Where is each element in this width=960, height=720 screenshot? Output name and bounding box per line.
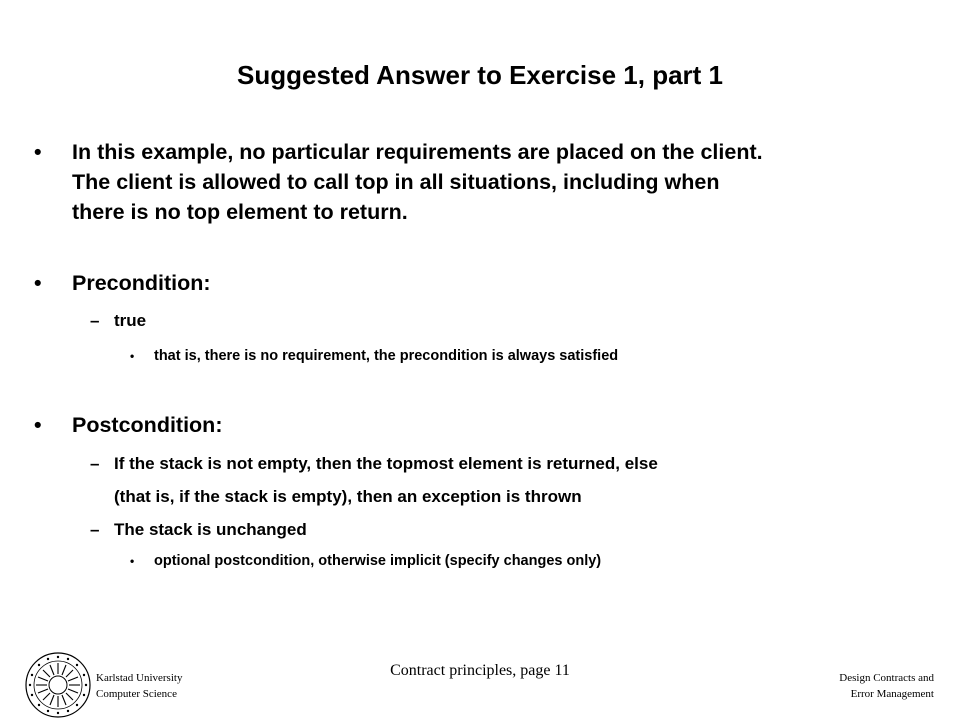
bullet-intro-line-1: In this example, no particular requirements are placed on the client. [72,140,763,164]
precondition-note-text: that is, there is no requirement, the precondition is always satisfied [154,348,619,364]
bullet-precondition [34,268,902,298]
precondition-item [90,304,904,337]
bullet-intro-line-2: The client is allowed to call top in all situations, including when [72,170,720,194]
bullet-postcondition [34,410,902,440]
bullet-marker: • [130,554,135,568]
precondition-note [130,346,914,366]
footer-page-label: Contract principles, page 11 [390,662,570,679]
footer-department: Computer Science [96,688,177,700]
bullet-marker: • [34,140,42,164]
footer-course [839,670,934,702]
postcondition-note [130,551,914,571]
precondition-true: true [114,311,147,330]
footer-course-line-2: Error Management [850,688,934,700]
bullet-marker: • [34,413,42,437]
postcondition-return-line-1: If the stack is not empty, then the topmost element is returned, else [114,454,658,473]
footer-university: Karlstad University [96,672,183,684]
postcondition-note-text: optional postcondition, otherwise implicit (specify changes only) [154,553,602,569]
postcondition-unchanged: The stack is unchanged [114,520,307,539]
postcondition-return-line-2: (that is, if the stack is empty), then an exception is thrown [114,487,582,506]
dash-marker: – [90,520,100,539]
bullet-marker: • [34,271,42,295]
precondition-heading: Precondition: [72,271,211,295]
bullet-intro [34,137,902,227]
slide-title: Suggested Answer to Exercise 1, part 1 [237,60,723,90]
bullet-intro-line-3: there is no top element to return. [72,200,408,224]
dash-marker: – [90,311,100,330]
postcondition-heading: Postcondition: [72,413,223,437]
postcondition-item-unchanged [90,513,904,546]
postcondition-item-return [90,447,904,513]
footer-course-line-1: Design Contracts and [839,672,934,684]
bullet-marker: • [130,349,135,363]
dash-marker: – [90,454,100,473]
